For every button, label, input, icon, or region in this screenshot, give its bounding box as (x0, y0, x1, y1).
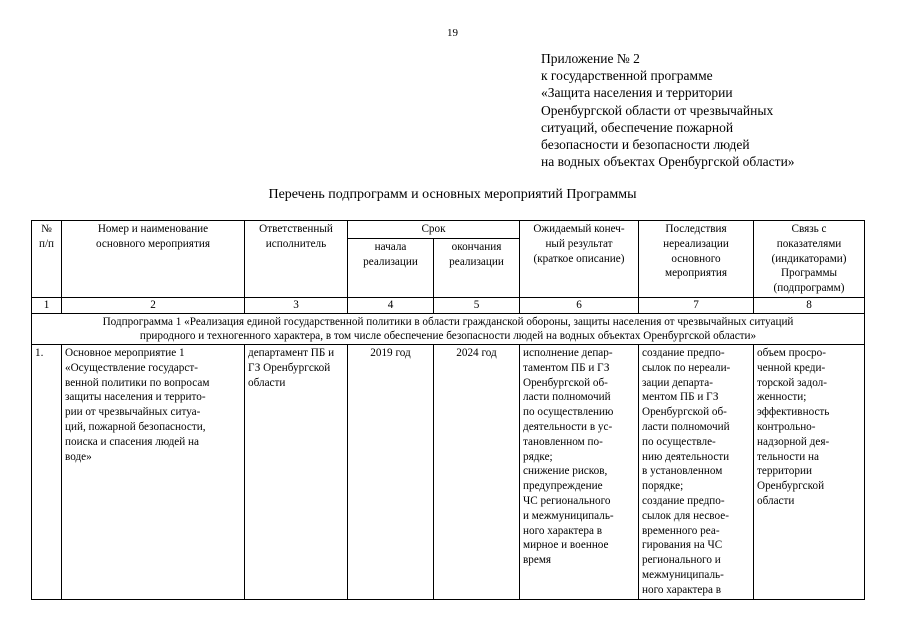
cell-line: нию деятельности (642, 450, 730, 463)
cell-line: предупреждение (523, 480, 603, 493)
header-text: ный результат (545, 237, 613, 250)
cell-line: Оренбургской об- (523, 376, 608, 389)
cell-line: ГЗ Оренбургской (248, 361, 331, 374)
column-number: 1 (32, 297, 62, 313)
appendix-line: к государственной программе (541, 68, 713, 84)
header-text: (краткое описание) (533, 252, 625, 265)
cell-line: рии от чрезвычайных ситуа- (65, 406, 201, 419)
cell-line: Оренбургской (757, 480, 825, 493)
column-number: 5 (434, 297, 520, 313)
header-text: Связь с (791, 223, 827, 235)
header-term: Срок (348, 221, 520, 239)
cell-line: гирования на ЧС (642, 539, 723, 552)
header-text: Ответственный (259, 223, 333, 235)
header-text: п/п (38, 237, 55, 250)
header-text: Ожидаемый конеч- (533, 223, 625, 235)
header-text: реализации (363, 255, 418, 268)
column-number: 2 (62, 297, 245, 313)
cell-line: торской задол- (757, 376, 827, 389)
header-text: № (41, 223, 52, 235)
subprogram-row (32, 313, 865, 344)
header-text: реализации (449, 255, 504, 268)
cell-line: венной политики по вопросам (65, 376, 210, 389)
column-number-row (32, 297, 865, 313)
table-row (32, 344, 865, 599)
header-text: нереализации (663, 237, 729, 250)
header-row (32, 221, 865, 239)
header-text: (индикаторами) (771, 252, 847, 265)
cell-line: департамент ПБ и (248, 346, 335, 359)
row-end: 2024 год (434, 344, 520, 599)
cell-line: межмуниципаль- (642, 568, 724, 581)
cell-line: создание предпо- (642, 494, 725, 507)
header-consequences (639, 221, 754, 298)
appendix-header (541, 50, 795, 170)
cell-line: мирное и военное (523, 539, 609, 552)
column-number: 4 (348, 297, 434, 313)
cell-line: деятельности в ус- (523, 420, 613, 433)
appendix-line: безопасности и безопасности людей (541, 137, 750, 153)
cell-line: в установленном (642, 465, 723, 478)
cell-line: тельности на (757, 450, 819, 463)
cell-line: ченной креди- (757, 361, 826, 374)
appendix-line: ситуаций, обеспечение пожарной (541, 119, 734, 135)
header-text: (подпрограмм) (773, 282, 845, 295)
header-text: окончания (451, 240, 502, 253)
cell-line: воде» (65, 450, 92, 463)
header-text: Номер и наименование (97, 223, 209, 235)
cell-line: защиты населения и террито- (65, 391, 206, 404)
cell-line: поиска и спасения людей на (65, 435, 200, 448)
header-link (754, 221, 865, 298)
cell-line: ций, пожарной безопасности, (65, 420, 206, 433)
cell-line: временного реа- (642, 524, 720, 537)
row-result (520, 344, 639, 599)
cell-line: области (757, 494, 795, 507)
cell-line: «Осуществление государст- (65, 361, 198, 374)
cell-line: и межмуниципаль- (523, 509, 614, 522)
appendix-line: «Защита населения и территории (541, 85, 733, 101)
appendix-line: на водных объектах Оренбургской области» (541, 154, 795, 170)
cell-line: женности; (757, 391, 807, 404)
cell-line: порядке; (642, 480, 684, 493)
cell-line: Оренбургской об- (642, 406, 727, 419)
cell-line: эффективность (757, 406, 830, 419)
header-text: начала (374, 240, 407, 253)
header-text: Программы (780, 267, 838, 280)
cell-line: объем просро- (757, 346, 826, 359)
appendix-line: Приложение № 2 (541, 51, 640, 66)
cell-line: ЧС регионального (523, 494, 611, 507)
header-text: исполнитель (265, 237, 327, 250)
cell-line: ласти полномочий (523, 391, 611, 404)
cell-line: ласти полномочий (642, 420, 730, 433)
cell-line: Основное мероприятие 1 (65, 346, 185, 359)
cell-line: территории (757, 465, 812, 478)
cell-line: по осуществлению (523, 406, 614, 419)
program-table (31, 220, 865, 600)
column-number: 8 (754, 297, 865, 313)
page-number: 19 (447, 27, 458, 39)
row-name (62, 344, 245, 599)
cell-line: тановленном по- (523, 435, 603, 448)
cell-line: ментом ПБ и ГЗ (642, 391, 719, 404)
cell-line: снижение рисков, (523, 465, 608, 478)
column-number: 7 (639, 297, 754, 313)
cell-line: надзорной дея- (757, 435, 830, 448)
subprogram-line: природного и техногенного характера, в том числе обеспечение безопасности людей на водных объектах Оренбургской области» (139, 329, 757, 342)
cell-line: исполнение депар- (523, 346, 613, 359)
header-text: Последствия (665, 223, 727, 235)
row-start: 2019 год (348, 344, 434, 599)
cell-line: сылок по нереали- (642, 361, 731, 374)
row-link (754, 344, 865, 599)
header-result (520, 221, 639, 298)
subprogram-line: Подпрограмма 1 «Реализация единой государственной политики в области гражданской обороны, защиты населения от чрезвычайных ситуаций (102, 315, 794, 328)
cell-line: ного характера в (642, 583, 722, 596)
header-text: мероприятия (665, 267, 727, 280)
cell-line: сылок для несвое- (642, 509, 729, 522)
cell-line: время (523, 554, 552, 567)
header-text: показателями (776, 237, 842, 250)
header-end (434, 238, 520, 297)
cell-line: области (248, 376, 286, 389)
cell-line: контрольно- (757, 420, 816, 433)
row-number: 1. (32, 344, 62, 599)
header-num (32, 221, 62, 298)
header-text: основного (671, 252, 721, 265)
appendix-line: Оренбургской области от чрезвычайных (541, 102, 774, 118)
cell-line: таментом ПБ и ГЗ (523, 361, 610, 374)
cell-line: создание предпо- (642, 346, 725, 359)
header-text: основного мероприятия (96, 237, 210, 250)
cell-line: ного характера в (523, 524, 603, 537)
row-consequences (639, 344, 754, 599)
subprogram-title (32, 313, 865, 344)
header-name (62, 221, 245, 298)
column-number: 6 (520, 297, 639, 313)
header-executor (245, 221, 348, 298)
cell-line: рядке; (523, 450, 553, 463)
row-executor (245, 344, 348, 599)
document-title: Перечень подпрограмм и основных мероприятий Программы (268, 187, 637, 202)
cell-line: зации департа- (642, 376, 713, 389)
cell-line: регионального и (642, 554, 721, 567)
cell-line: по осуществле- (642, 435, 716, 448)
column-number: 3 (245, 297, 348, 313)
header-start (348, 238, 434, 297)
